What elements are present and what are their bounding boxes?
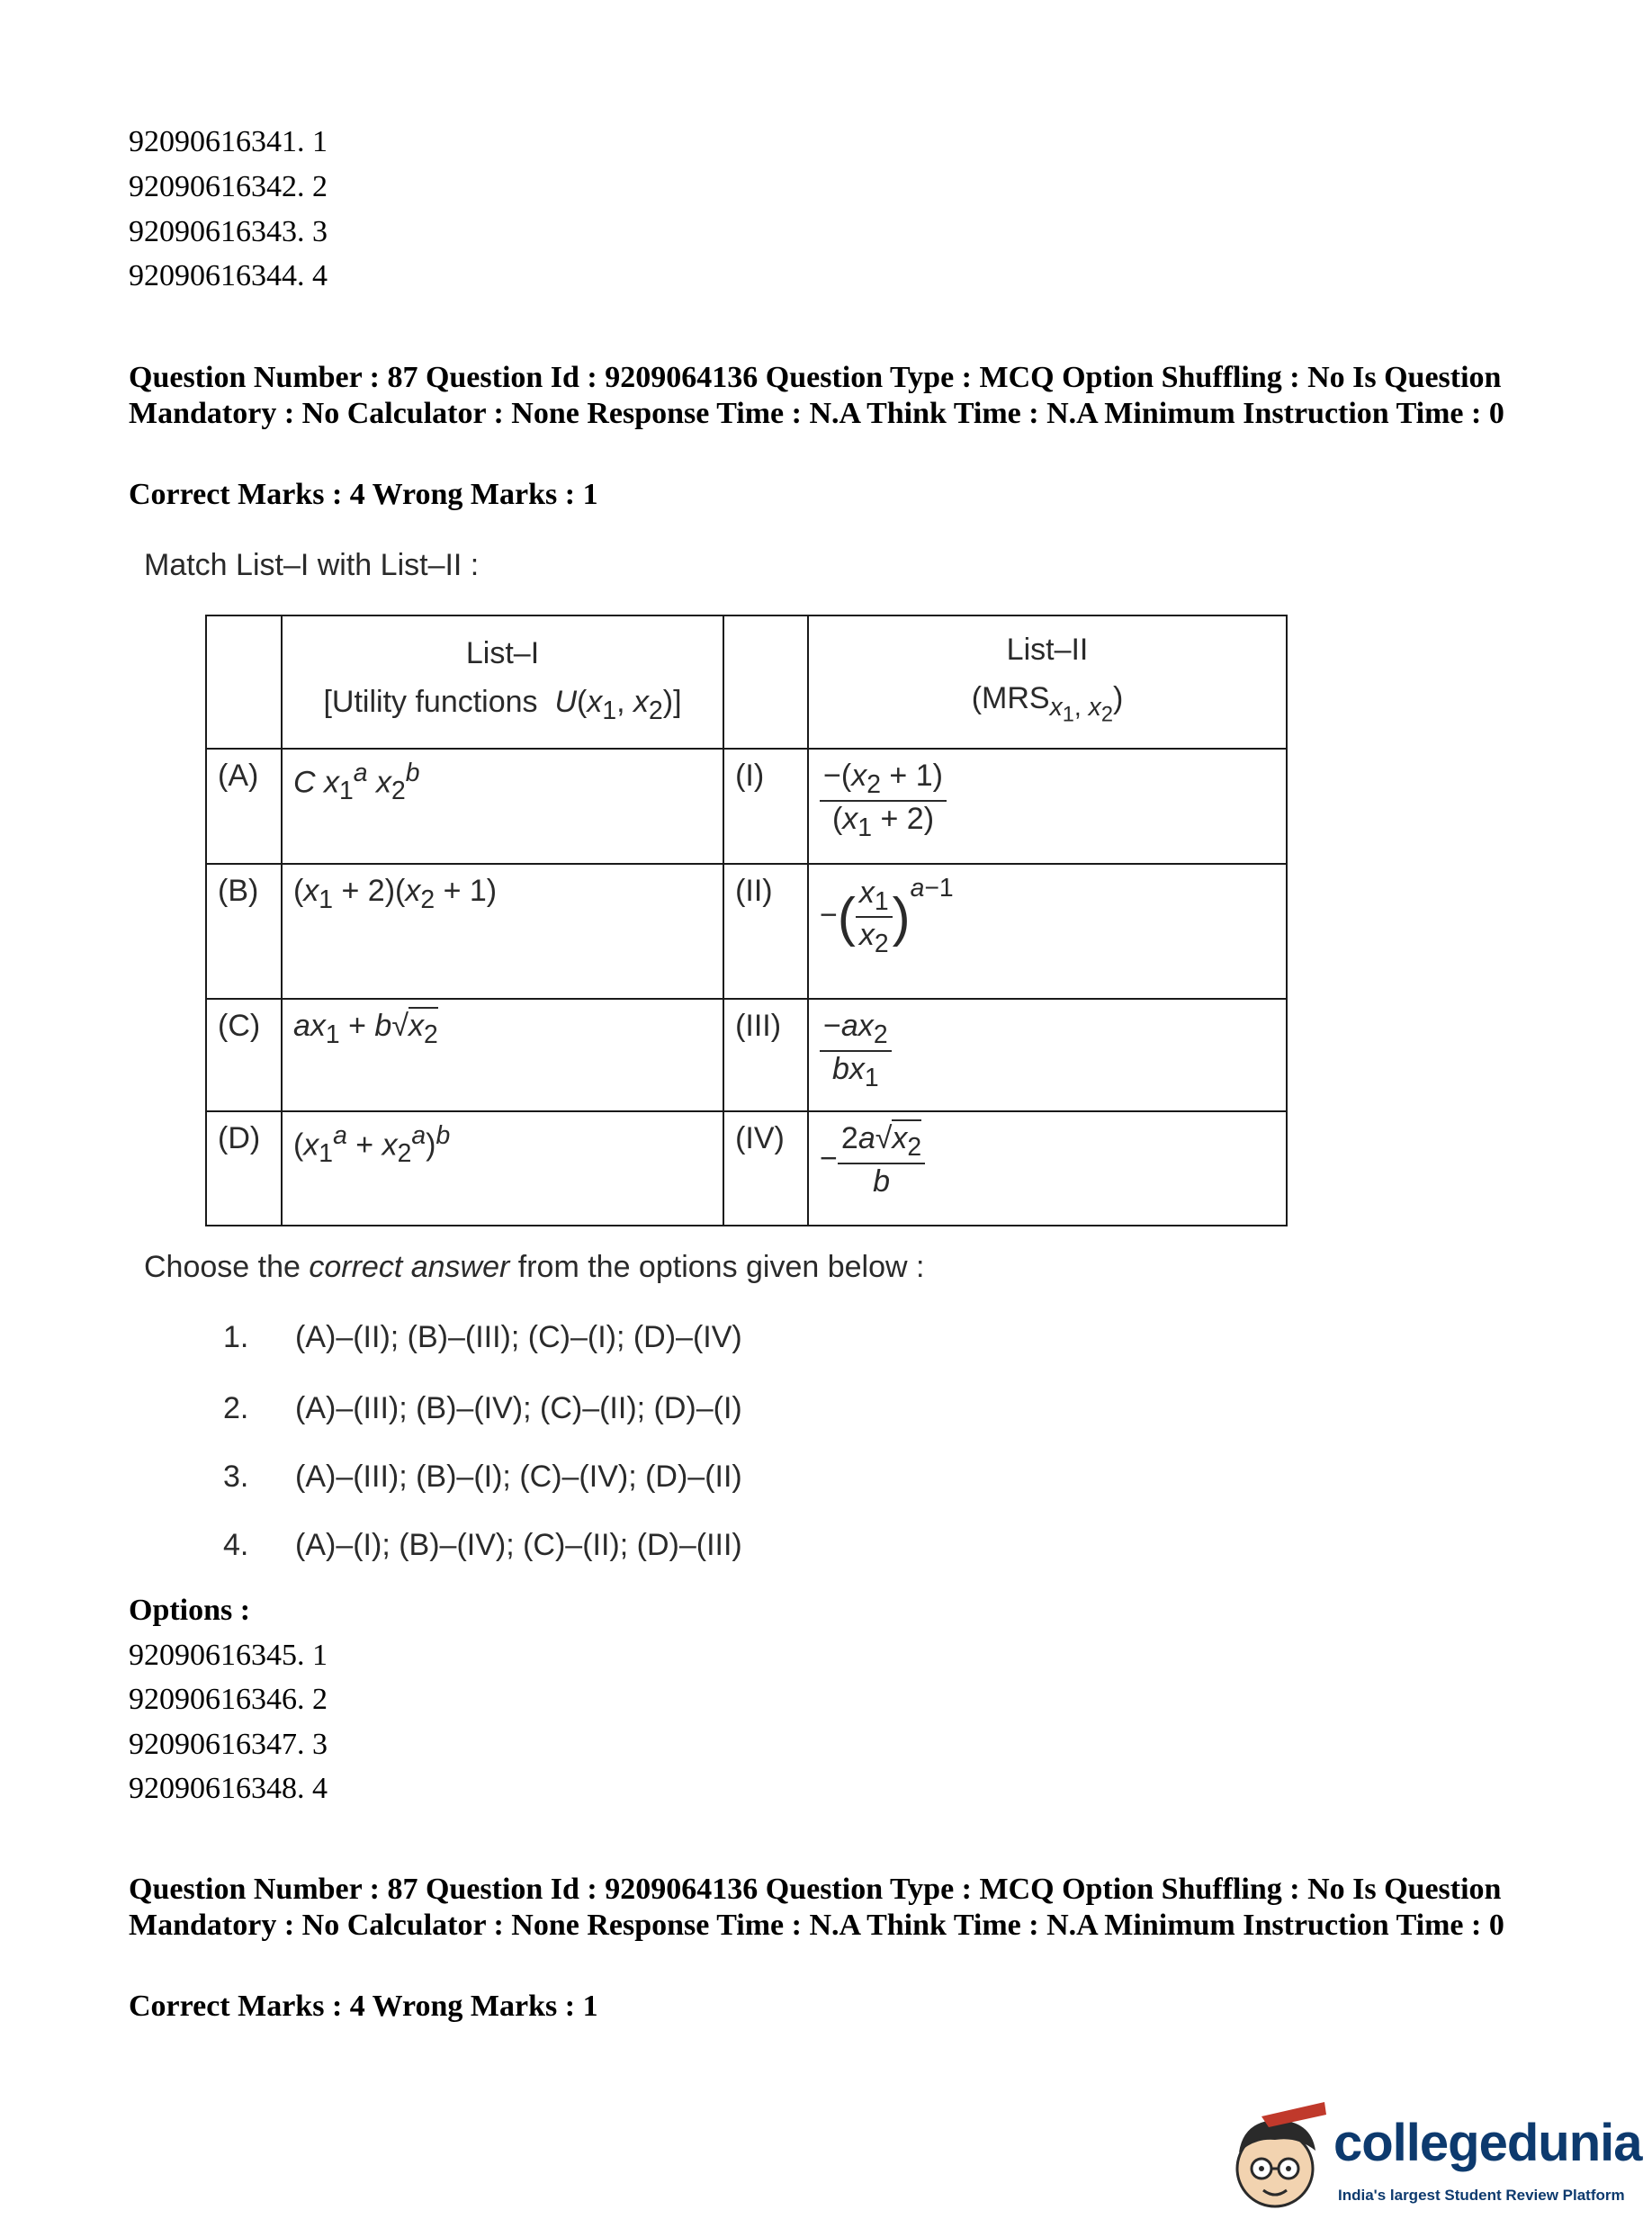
answer-choice: 4. (A)–(I); (B)–(IV); (C)–(II); (D)–(III) <box>223 1528 742 1562</box>
table-row <box>206 864 1287 999</box>
answer-choice: 1. (A)–(II); (B)–(III); (C)–(I); (D)–(IV) <box>223 1320 742 1354</box>
option-line: 92090616342. 2 <box>129 170 328 203</box>
list2-subtitle: $(MRS_{x_1, x_2})$ <box>971 681 1124 727</box>
option-line: 92090616343. 3 <box>129 215 328 248</box>
match-table <box>205 615 1288 1226</box>
option-line: 92090616347. 3 <box>129 1728 328 1761</box>
option-line: 92090616346. 2 <box>129 1683 328 1716</box>
option-line: 92090616348. 4 <box>129 1772 328 1805</box>
option-line: 92090616345. 1 <box>129 1639 328 1672</box>
list1-subtitle: [Utility functions $U(x_1$, $x_2$)] <box>323 685 682 726</box>
question-marks: Correct Marks : 4 Wrong Marks : 1 <box>129 478 598 511</box>
mascot-icon <box>1226 2097 1333 2223</box>
row-label: (B) <box>206 864 282 999</box>
table-row <box>206 1111 1287 1226</box>
options-label: Options : <box>129 1594 251 1627</box>
row-label: (D) <box>206 1111 282 1226</box>
utility-function: $(x_1 + 2)(x_2 + 1)$ <box>282 864 723 999</box>
list1-header <box>282 615 723 749</box>
logo-wordmark: collegedunia <box>1333 2114 1642 2172</box>
answer-choice: 3. (A)–(III); (B)–(I); (C)–(IV); (D)–(II) <box>223 1460 742 1494</box>
mrs-expression: −( $\frac{x_1}{x_2}$ )$^{a-1}$ <box>808 864 1287 999</box>
mrs-expression: $\frac{-(x_2 + 1)}{(x_1 + 2)}$ <box>808 749 1287 864</box>
list2-header <box>808 615 1287 749</box>
collegedunia-logo <box>1226 2097 1642 2223</box>
mrs-expression: $\frac{-ax_2}{bx_1}$ <box>808 999 1287 1111</box>
answer-choice: 2. (A)–(III); (B)–(IV); (C)–(II); (D)–(I) <box>223 1391 742 1425</box>
row-label: (C) <box>206 999 282 1111</box>
option-line: 92090616344. 4 <box>129 259 328 292</box>
logo-tagline: India's largest Student Review Platform <box>1338 2187 1625 2204</box>
row-label: (IV) <box>723 1111 808 1226</box>
question-prompt: Match List–I with List–II : <box>144 548 480 582</box>
list1-title: List–I <box>465 636 540 671</box>
row-label: (II) <box>723 864 808 999</box>
row-label: (III) <box>723 999 808 1111</box>
choose-instruction: Choose the correct answer from the options given below : <box>144 1250 925 1284</box>
question-meta: Question Number : 87 Question Id : 9209064136 Question Type : MCQ Option Shuffling : No Is Question Mandatory : No Calculator : None Response Time : N.A Think Time : N.A Minimum Instruction Time : 0 <box>129 1873 1504 1942</box>
table-row <box>206 999 1287 1111</box>
option-line: 92090616341. 1 <box>129 125 328 158</box>
utility-function: C $x_1^a$ $x_2^b$ <box>282 749 723 864</box>
list2-title: List–II <box>1006 633 1089 667</box>
utility-function: $ax_1 + b√x_2$ <box>282 999 723 1111</box>
utility-function: $(x_1^a + x_2^a)^b$ <box>282 1111 723 1226</box>
table-row <box>206 749 1287 864</box>
row-label: (A) <box>206 749 282 864</box>
mrs-expression: − $\frac{2a√x_2}{b}$ <box>808 1111 1287 1226</box>
row-label: (I) <box>723 749 808 864</box>
question-meta: Question Number : 87 Question Id : 9209064136 Question Type : MCQ Option Shuffling : No Is Question Mandatory : No Calculator : None Response Time : N.A Think Time : N.A Minimum Instruction Time : 0 <box>129 361 1504 430</box>
question-marks: Correct Marks : 4 Wrong Marks : 1 <box>129 1990 598 2023</box>
table-header-row <box>206 615 1287 749</box>
